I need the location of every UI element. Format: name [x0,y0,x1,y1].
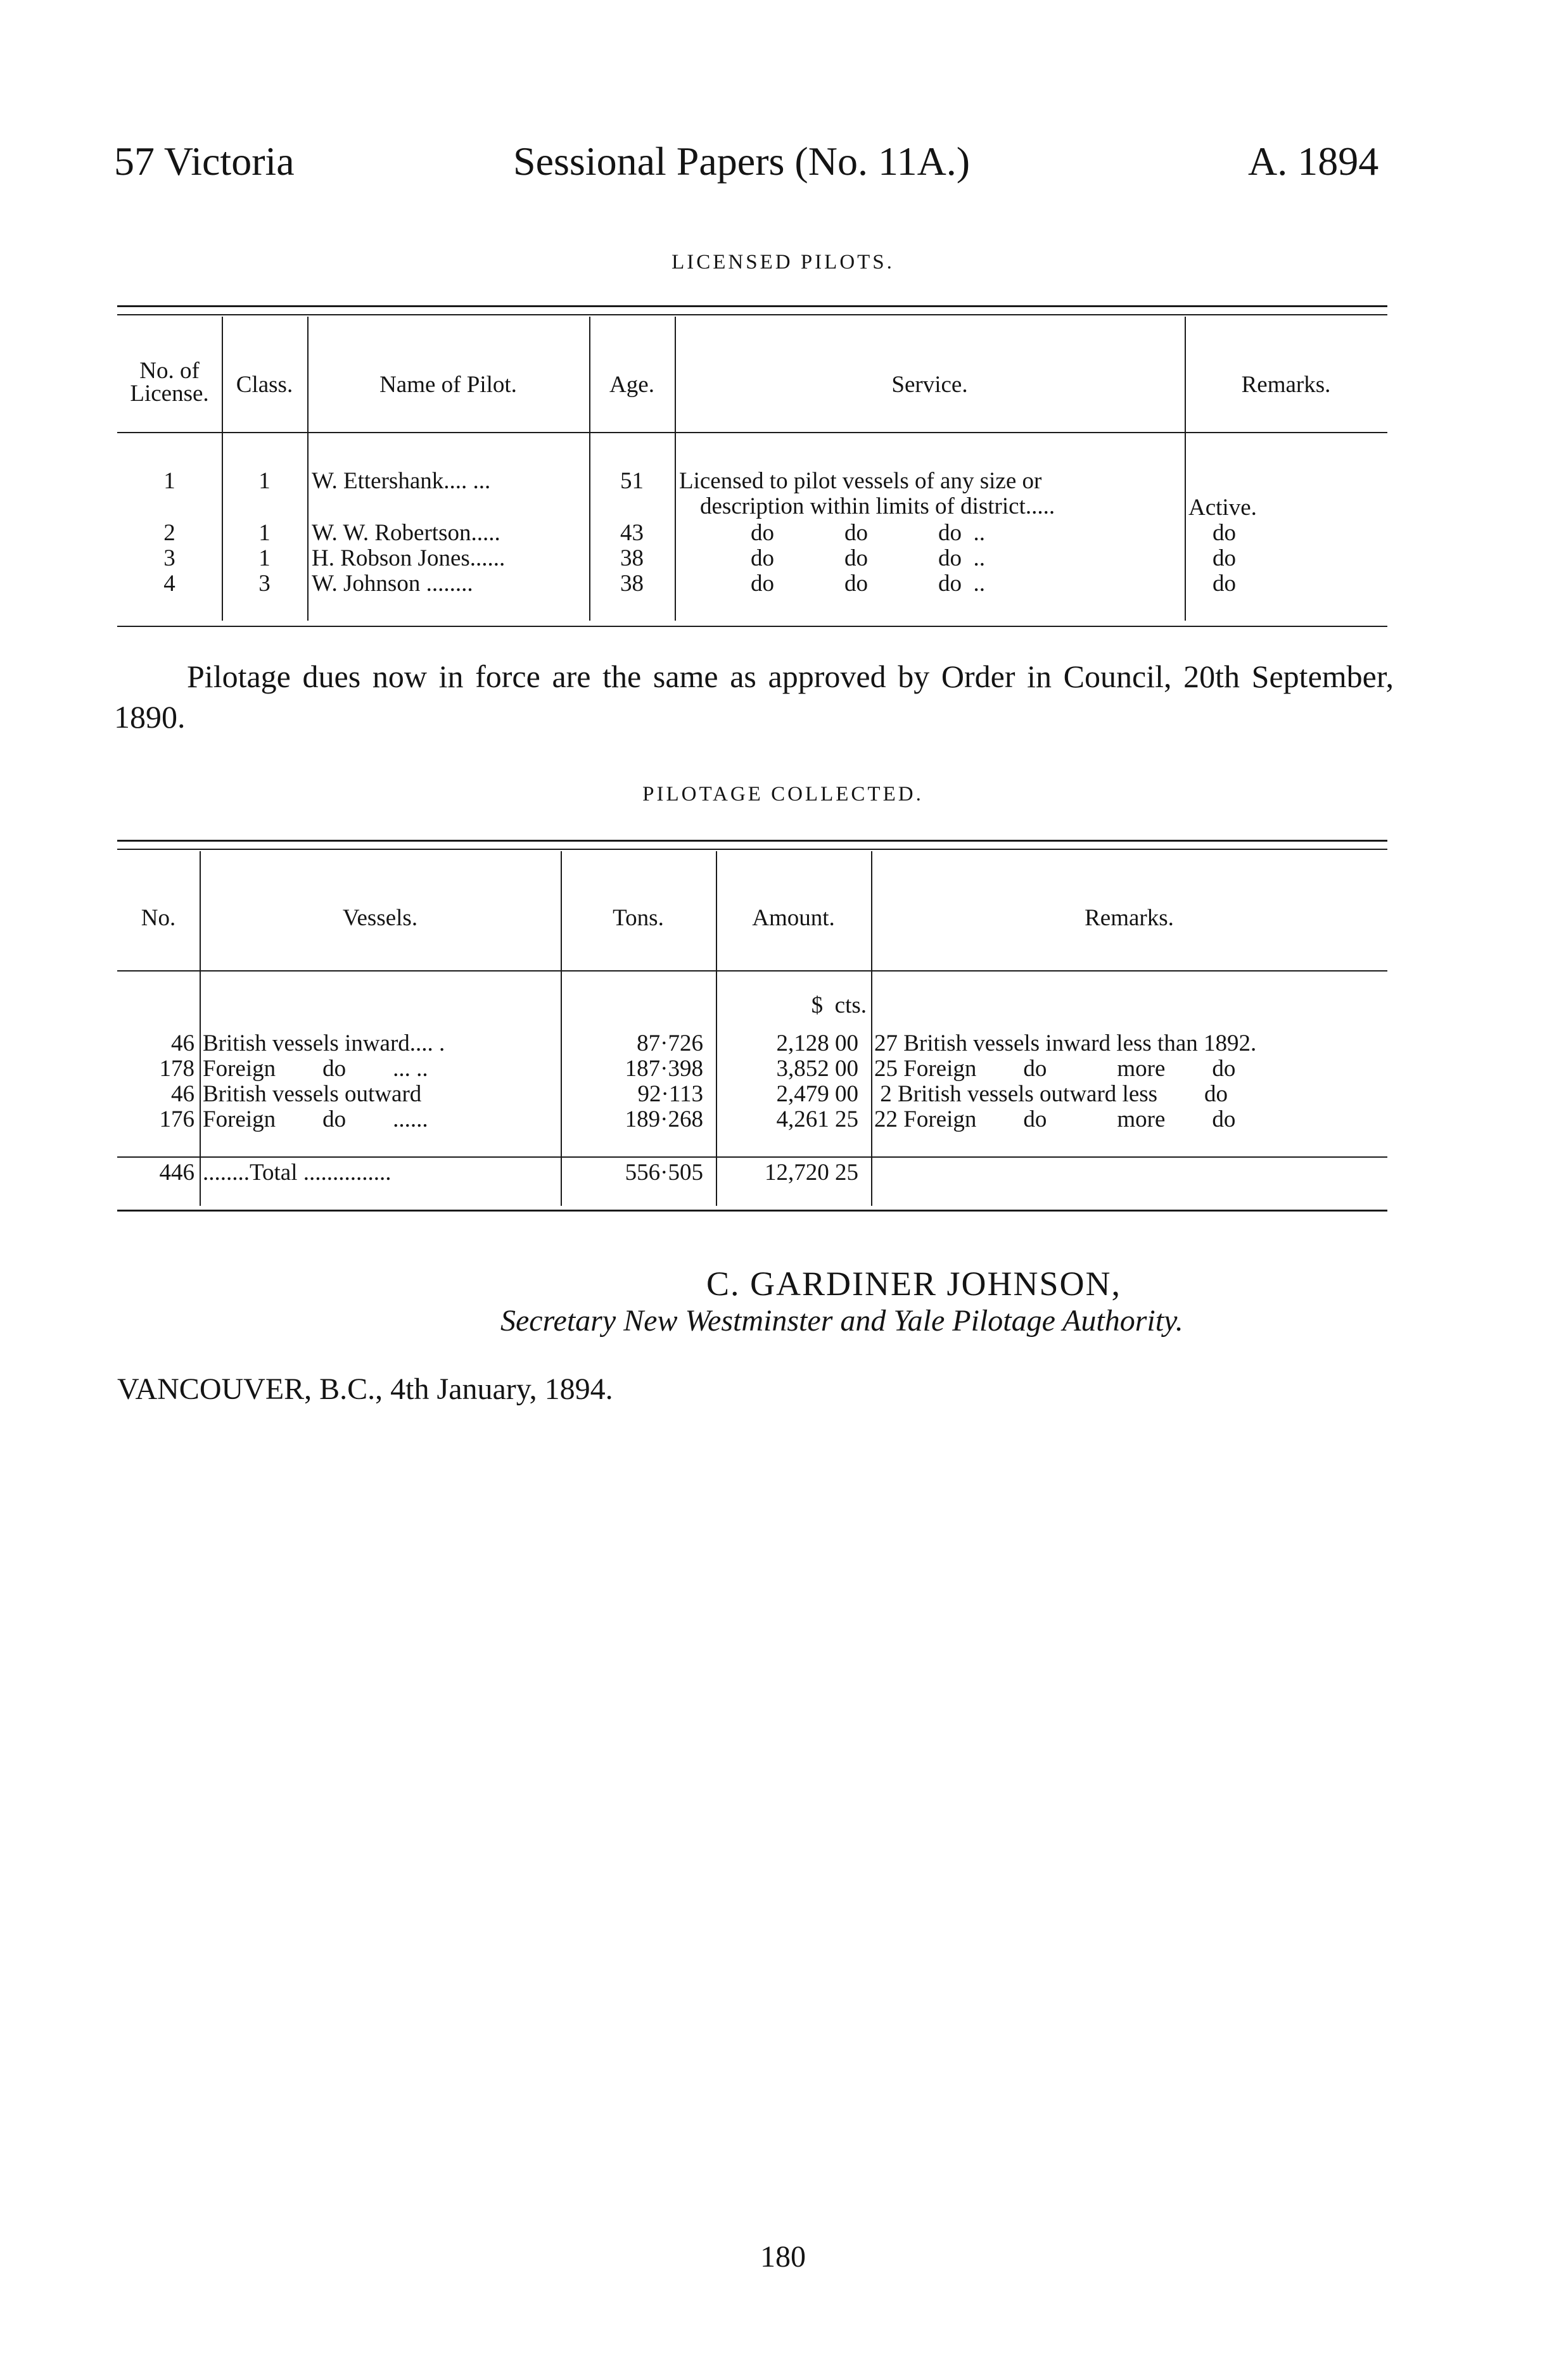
table-row-cell: H. Robson Jones...... [312,545,506,571]
table-row-cell: 2 British vessels outward less do [874,1081,1228,1107]
table-row-cell: 43 [620,520,644,546]
table-row-cell: 22 Foreign do more do [874,1106,1236,1132]
table-row-cell: 189·268 [625,1106,703,1132]
col-service: Service. [891,372,968,398]
table-row-cell: British vessels inward.... . [203,1030,445,1056]
table-row-cell: W. Ettershank.... ... [312,468,491,494]
table-row-cell: 87·726 [637,1030,703,1056]
table-row-cell: do do do .. [751,545,985,571]
col-remarks: Remarks. [1241,372,1331,398]
place-date: VANCOUVER, B.C., 4th January, 1894. [117,1372,613,1406]
pilotage-collected-title: PILOTAGE COLLECTED. [642,783,924,806]
table-row-cell: 4,261 25 [776,1106,858,1132]
header-left: 57 Victoria [114,139,295,184]
table-row-cell: 187·398 [625,1056,703,1082]
col-tons: Tons. [613,905,664,931]
table-row-cell: Licensed to pilot vessels of any size or [679,468,1042,494]
table-row-cell: W. W. Robertson..... [312,520,500,546]
table-row-cell: 38 [620,571,644,597]
col-no: No. [141,905,176,931]
table-row-cell: 3 [258,571,271,597]
table-row-cell: do [1213,545,1236,571]
col-class: Class. [236,372,293,398]
table-row-cell: 51 [620,468,644,494]
total-amount: 12,720 25 [765,1160,858,1186]
table-row-cell: 3,852 00 [776,1056,858,1082]
col-name: Name of Pilot. [379,372,517,398]
col-remarks: Remarks. [1085,905,1174,931]
col-amount: Amount. [752,905,835,931]
table-row-cell: 178 [159,1056,194,1082]
header-right: A. 1894 [1248,139,1379,184]
licensed-pilots-title: LICENSED PILOTS. [672,251,894,274]
table-row-cell: 1 [258,545,271,571]
pilotage-dues-paragraph: Pilotage dues now in force are the same as approved by Order in Council, 20th September, 1890. [114,659,1394,735]
total-tons: 556·505 [625,1160,703,1186]
table-row-cell: 2 [163,520,175,546]
table-row-cell: 2,128 00 [776,1030,858,1056]
table-row-cell: Active. [1188,495,1257,521]
page-number: 180 [760,2240,806,2274]
table-row-cell: Foreign do ...... [203,1106,428,1132]
col-vessels: Vessels. [342,905,418,931]
table-row-cell: description within limits of district..... [700,493,1055,519]
col-license-no: No. of License. [130,358,209,407]
table-row-cell: do do do .. [751,571,985,597]
table-row-cell: 2,479 00 [776,1081,858,1107]
signature-title: Secretary New Westminster and Yale Pilotage Authority. [500,1304,1183,1338]
table-row-cell: 3 [163,545,175,571]
total-no: 446 [159,1160,194,1186]
table-row-cell: do do do .. [751,520,985,546]
table-row-cell: 38 [620,545,644,571]
col-age: Age. [609,372,654,398]
table-row-cell: 1 [258,520,271,546]
currency-header: $ cts. [811,992,867,1018]
total-label: ........Total ............... [203,1160,392,1186]
table-row-cell: W. Johnson ........ [312,571,473,597]
table-row-cell: 1 [163,468,175,494]
header-center: Sessional Papers (No. 11A.) [513,139,971,184]
table-row-cell: 46 [171,1030,194,1056]
table-row-cell: Foreign do ... .. [203,1056,428,1082]
table-row-cell: 1 [258,468,271,494]
table-row-cell: do [1213,520,1236,546]
table-row-cell: 25 Foreign do more do [874,1056,1236,1082]
table-row-cell: 176 [159,1106,194,1132]
table-row-cell: 46 [171,1081,194,1107]
signature-name: C. GARDINER JOHNSON, [706,1265,1122,1303]
table-row-cell: British vessels outward [203,1081,422,1107]
table-row-cell: 4 [163,571,175,597]
table-row-cell: 92·113 [637,1081,703,1107]
table-row-cell: 27 British vessels inward less than 1892. [874,1030,1257,1056]
table-row-cell: do [1213,571,1236,597]
